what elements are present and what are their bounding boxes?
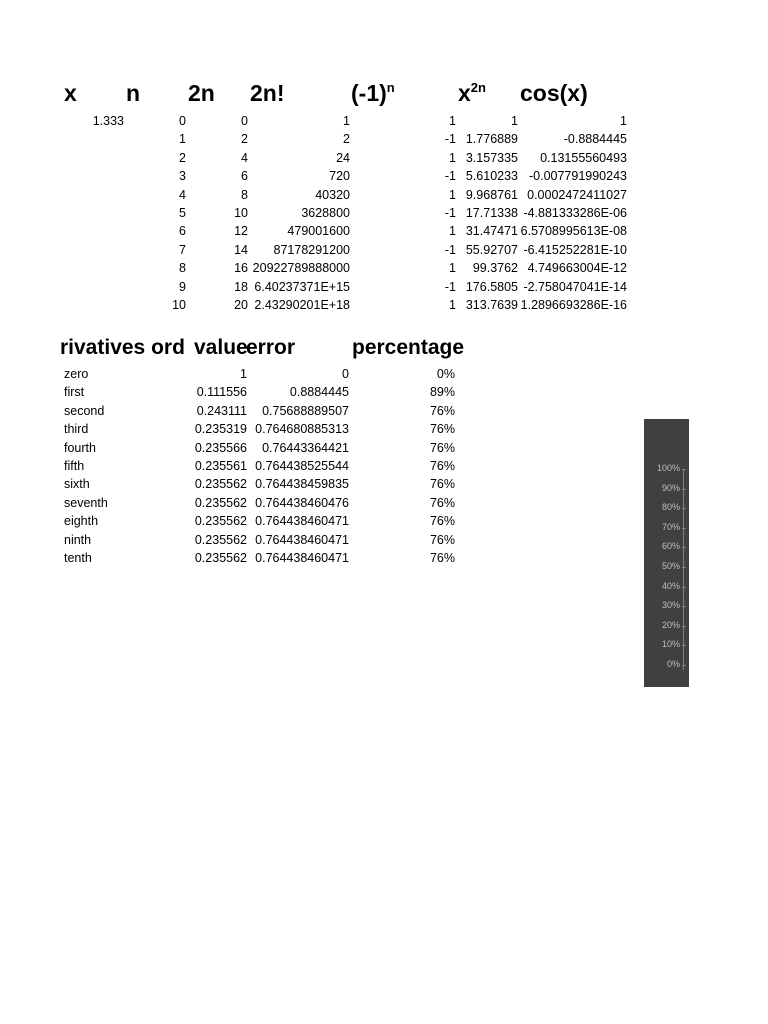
derivative-order-label: second (64, 403, 105, 418)
series-cell-sign: -1 (444, 206, 456, 220)
gauge-tick-mark (682, 528, 686, 529)
series-cell-term: -0.8884445 (563, 132, 627, 147)
derivative-percentage: 76% (429, 403, 455, 418)
series-cell-x2n: 176.5805 (465, 279, 518, 294)
derivative-value: 0.235319 (194, 422, 247, 437)
header-2n: 2n (188, 80, 215, 106)
series-cell-n: 1 (179, 132, 186, 147)
x-base: x (458, 80, 471, 106)
gauge-tick-mark (682, 606, 686, 607)
series-cell-sign: 1 (449, 261, 456, 276)
series-cell-term: 1 (620, 114, 627, 128)
derivative-error: 0.764680885313 (255, 422, 349, 437)
gauge-tick-mark (682, 587, 686, 588)
series-cell-term: 0.13155560493 (540, 150, 627, 165)
series-cell-sign: -1 (444, 279, 456, 294)
gauge-tick-label: 70% (661, 521, 680, 532)
percentage-gauge-chart (644, 419, 689, 687)
series-cell-fact: 1 (343, 114, 350, 128)
series-cell-x2n: 9.968761 (465, 187, 518, 202)
series-cell-fact: 6.40237371E+15 (254, 279, 350, 294)
derivative-value: 0.235561 (194, 459, 247, 473)
series-cell-two-n: 10 (234, 206, 248, 220)
series-cell-fact: 479001600 (287, 224, 350, 239)
derivative-value: 0.111556 (196, 385, 247, 400)
series-cell-x2n: 55.92707 (465, 242, 518, 257)
series-cell-two-n: 6 (241, 169, 248, 184)
derivative-percentage: 76% (429, 551, 455, 565)
derivative-order-label: third (64, 422, 89, 437)
gauge-tick-mark (682, 469, 686, 470)
derivative-value: 0.235566 (194, 440, 247, 455)
gauge-tick-label: 40% (661, 580, 680, 591)
derivative-value: 0.235562 (194, 551, 247, 565)
neg1-base: (-1) (351, 80, 387, 106)
derivative-error: 0.76443364421 (262, 440, 349, 455)
header-cos: cos(x) (520, 80, 588, 106)
derivative-percentage: 76% (429, 495, 455, 510)
series-cell-sign: -1 (444, 242, 456, 257)
series-cell-sign: 1 (449, 298, 456, 312)
series-cell-fact: 20922789888000 (252, 261, 350, 276)
series-cell-fact: 40320 (315, 187, 350, 202)
series-cell-x2n: 17.71338 (465, 206, 518, 220)
derivative-value: 0.235562 (194, 495, 247, 510)
series-cell-term: -6.415252281E-10 (523, 242, 627, 257)
derivative-error: 0 (342, 367, 349, 381)
derivative-percentage: 0% (436, 367, 455, 381)
series-cell-term: -4.881333286E-06 (523, 206, 627, 220)
derivative-value: 0.235562 (194, 477, 247, 492)
header-x: x (64, 80, 77, 106)
header-x-power (458, 80, 486, 110)
derivative-percentage: 76% (429, 440, 455, 455)
derivative-error: 0.764438460471 (255, 551, 349, 565)
derivative-value: 0.235562 (194, 532, 247, 547)
x-exponent: 2n (470, 80, 486, 95)
series-cell-sign: 1 (449, 224, 456, 239)
header-derivatives-order: rivatives ord (60, 336, 185, 359)
header-2n-factorial: 2n! (250, 80, 285, 106)
series-cell-two-n: 18 (234, 279, 248, 294)
series-cell-two-n: 8 (241, 187, 248, 202)
derivative-error: 0.764438525544 (255, 459, 349, 473)
derivative-percentage: 76% (429, 422, 455, 437)
derivative-percentage: 89% (429, 385, 455, 400)
series-cell-fact: 87178291200 (273, 242, 350, 257)
series-cell-two-n: 2 (241, 132, 248, 147)
series-cell-n: 9 (179, 279, 186, 294)
derivative-error: 0.764438460471 (255, 532, 349, 547)
series-cell-two-n: 0 (241, 114, 248, 128)
series-cell-two-n: 16 (234, 261, 248, 276)
series-cell-n: 2 (179, 150, 186, 165)
derivative-error: 0.8884445 (289, 385, 349, 400)
series-cell-fact: 2.43290201E+18 (254, 298, 350, 312)
derivative-value: 0.235562 (194, 514, 247, 529)
series-cell-fact: 720 (329, 169, 350, 184)
series-cell-two-n: 14 (234, 242, 248, 257)
series-cell-n: 5 (179, 206, 186, 220)
series-cell-term: 6.5708995613E-08 (520, 224, 627, 239)
gauge-tick-mark (682, 547, 686, 548)
series-cell-term: -0.007791990243 (528, 169, 627, 184)
derivative-order-label: first (64, 385, 85, 400)
derivative-value: 1 (240, 367, 247, 381)
derivative-value: 0.243111 (196, 403, 247, 418)
series-cell-sign: 1 (449, 114, 456, 128)
series-cell-term: 0.0002472411027 (527, 187, 627, 202)
series-cell-sign: 1 (449, 150, 456, 165)
series-cell-x2n: 313.7639 (465, 298, 518, 312)
derivative-order-label: sixth (64, 477, 90, 492)
gauge-tick-label: 100% (656, 463, 680, 473)
series-cell-n: 7 (179, 242, 186, 257)
series-cell-two-n: 20 (234, 298, 248, 312)
derivative-order-label: zero (64, 367, 89, 381)
series-cell-n: 3 (179, 169, 186, 184)
gauge-tick-mark (682, 645, 686, 646)
series-cell-n: 6 (179, 224, 186, 239)
derivative-order-label: seventh (64, 495, 108, 510)
gauge-tick-mark (682, 508, 686, 509)
gauge-tick-label: 10% (661, 639, 680, 650)
series-cell-n: 0 (179, 114, 186, 128)
series-cell-x2n: 5.610233 (465, 169, 518, 184)
derivative-percentage: 76% (429, 477, 455, 492)
gauge-tick-label: 30% (661, 600, 680, 611)
derivative-percentage: 76% (429, 459, 455, 473)
series-cell-n: 8 (179, 261, 186, 276)
series-cell-x2n: 99.3762 (472, 261, 518, 276)
gauge-tick-mark (682, 567, 686, 568)
derivative-order-label: eighth (64, 514, 99, 529)
series-cell-sign: -1 (444, 132, 456, 147)
derivative-error: 0.764438459835 (255, 477, 349, 492)
derivative-percentage: 76% (429, 514, 455, 529)
gauge-tick-label: 50% (661, 561, 680, 571)
x-value: 1.333 (92, 114, 124, 128)
gauge-tick-label: 90% (661, 482, 680, 493)
header-percentage: percentage (352, 336, 465, 359)
series-cell-fact: 3628800 (301, 206, 350, 220)
derivative-order-label: fourth (64, 440, 96, 455)
gauge-tick-label: 60% (661, 541, 680, 552)
gauge-tick-mark (682, 665, 686, 666)
derivative-error: 0.764438460471 (255, 514, 349, 529)
gauge-tick-label: 20% (661, 619, 680, 630)
series-cell-two-n: 12 (234, 224, 248, 239)
series-cell-fact: 2 (343, 132, 350, 147)
header-n: n (126, 80, 141, 106)
series-cell-two-n: 4 (241, 150, 248, 165)
gauge-tick-mark (682, 626, 686, 627)
series-cell-term: 1.2896693286E-16 (520, 298, 627, 312)
gauge-axis (683, 470, 684, 670)
derivative-error: 0.764438460476 (255, 495, 349, 510)
series-cell-n: 10 (172, 298, 186, 312)
series-cell-x2n: 3.157335 (465, 150, 518, 165)
series-cell-sign: -1 (444, 169, 456, 184)
series-cell-x2n: 1 (511, 114, 518, 128)
gauge-tick-label: 80% (661, 502, 680, 513)
gauge-tick-label: 0% (666, 659, 680, 669)
derivative-order-label: tenth (64, 551, 92, 565)
header-value: value (194, 336, 248, 359)
series-cell-fact: 24 (336, 150, 350, 165)
series-cell-sign: 1 (449, 187, 456, 202)
gauge-tick-mark (682, 489, 686, 490)
derivative-percentage: 76% (429, 532, 455, 547)
derivative-error: 0.75688889507 (262, 403, 349, 418)
header-neg1-power (351, 80, 395, 110)
series-cell-term: 4.749663004E-12 (527, 261, 627, 276)
series-cell-term: -2.758047041E-14 (523, 279, 627, 294)
derivative-order-label: fifth (64, 459, 85, 473)
series-cell-x2n: 1.776889 (465, 132, 518, 147)
neg1-exponent: n (386, 80, 395, 95)
series-cell-x2n: 31.47471 (465, 224, 518, 239)
derivative-order-label: ninth (64, 532, 92, 547)
series-cell-n: 4 (179, 187, 186, 202)
header-error: error (246, 336, 296, 359)
